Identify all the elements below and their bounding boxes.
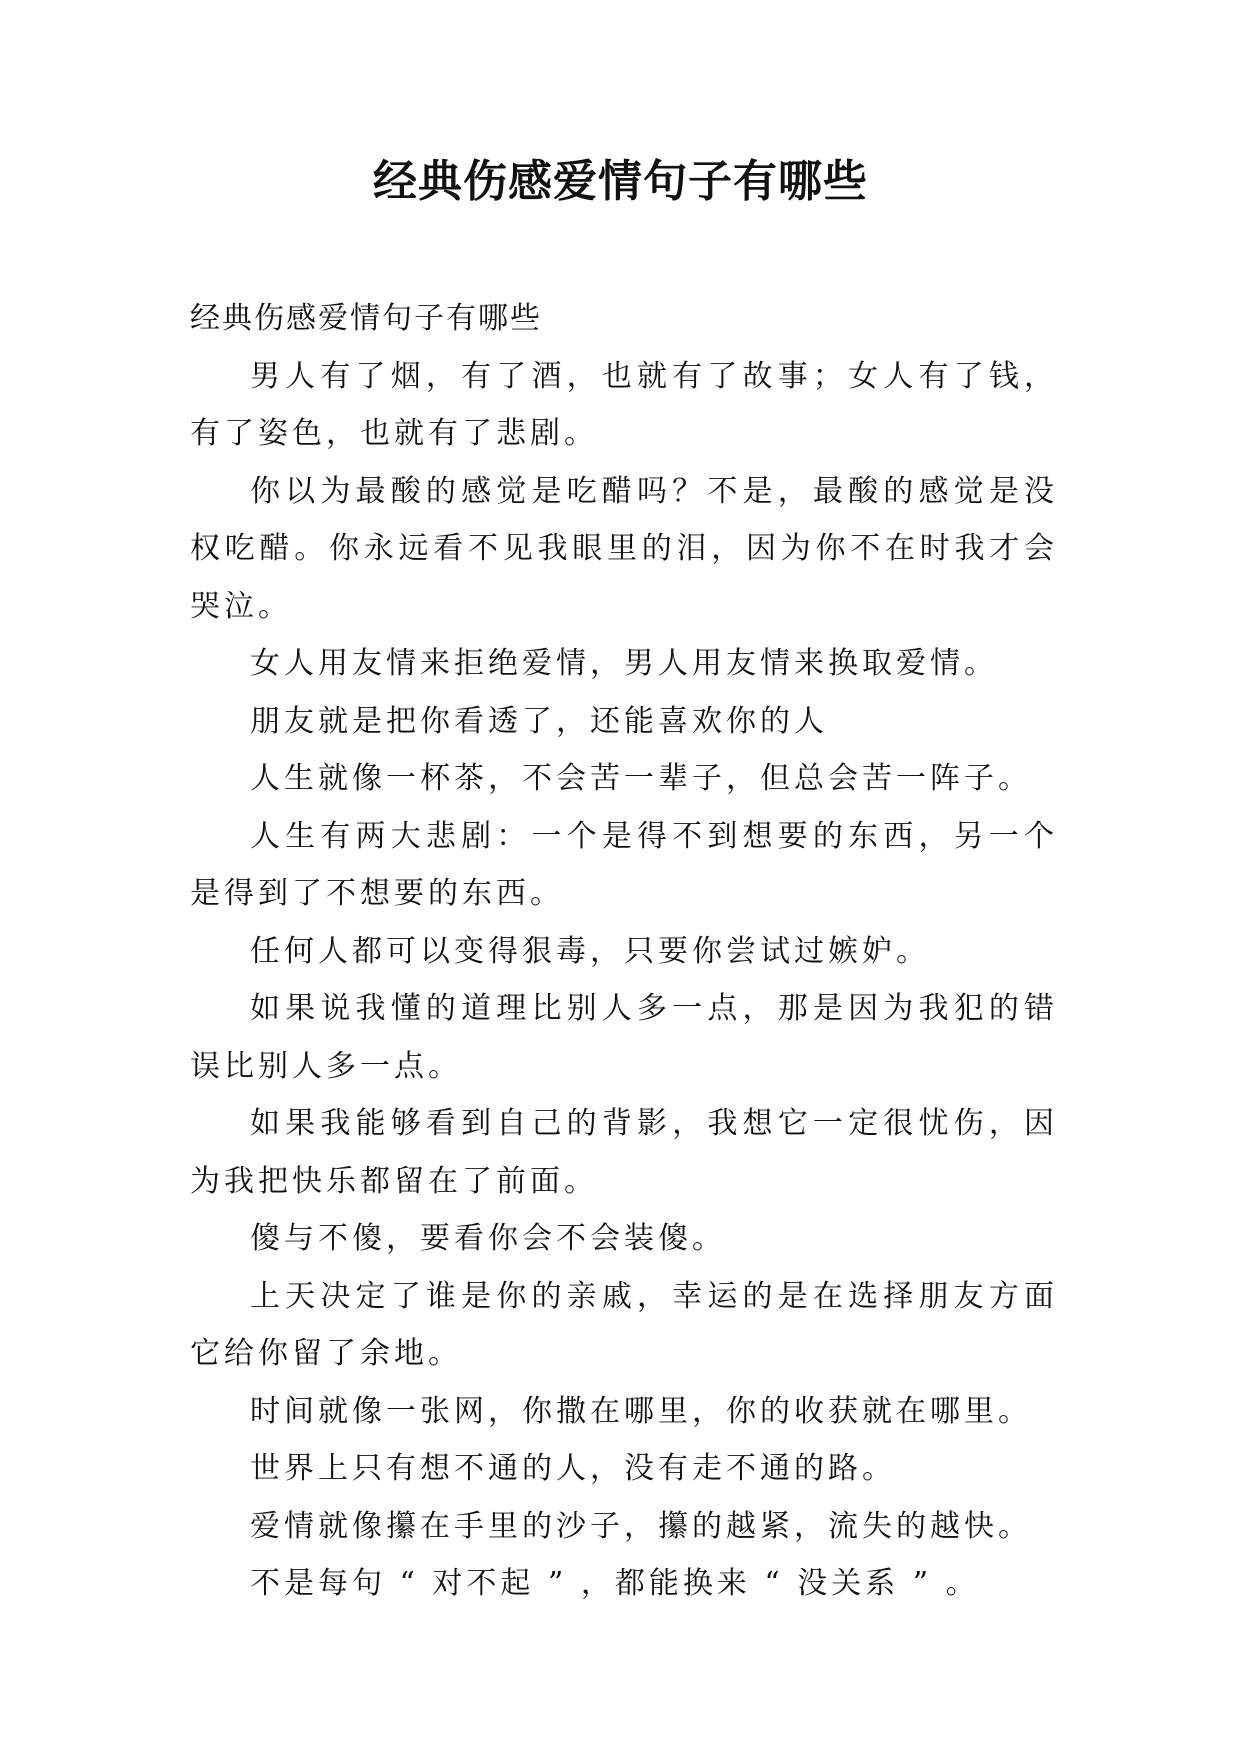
paragraph: 人生就像一杯茶，不会苦一辈子，但总会苦一阵子。 [250, 761, 1032, 796]
paragraph: 爱情就像攥在手里的沙子，攥的越紧，流失的越快。 [250, 1508, 1032, 1544]
paragraph: 如果说我懂的道理比别人多一点，那是因为我犯的错误比别人多一点。 [190, 991, 1058, 1084]
paragraph: 不是每句 “ 对不起 ” ，都能换来 “ 没关系 ” 。 [250, 1566, 980, 1601]
paragraph: 人生有两大悲剧：一个是得不到想要的东西，另一个是得到了不想要的东西。 [190, 818, 1058, 911]
paragraph: 上天决定了谁是你的亲戚，幸运的是在选择朋友方面它给你留了余地。 [190, 1278, 1058, 1371]
paragraph: 男人有了烟，有了酒，也就有了故事；女人有了钱，有了姿色，也就有了悲剧。 [190, 358, 1058, 451]
paragraph: 任何人都可以变得狠毒，只要你尝试过嫉妒。 [250, 933, 930, 969]
paragraph: 时间就像一张网，你撒在哪里，你的收获就在哪里。 [250, 1393, 1032, 1429]
paragraph: 世界上只有想不通的人，没有走不通的路。 [250, 1451, 896, 1486]
paragraph: 你以为最酸的感觉是吃醋吗？不是，最酸的感觉是没权吃醋。你永远看不见我眼里的泪，因为你不在时我才会哭泣。 [190, 473, 1058, 624]
paragraph: 女人用友情来拒绝爱情，男人用友情来换取爱情。 [250, 646, 998, 681]
paragraph: 如果我能够看到自己的背影，我想它一定很忧伤，因为我把快乐都留在了前面。 [190, 1106, 1058, 1199]
paragraph: 傻与不傻，要看你会不会装傻。 [250, 1221, 726, 1256]
paragraph: 朋友就是把你看透了，还能喜欢你的人 [250, 703, 828, 739]
document-body [190, 290, 1058, 1613]
document-title: 经典伤感爱情句子有哪些 [373, 156, 868, 207]
document-subtitle: 经典伤感爱情句子有哪些 [190, 301, 542, 336]
